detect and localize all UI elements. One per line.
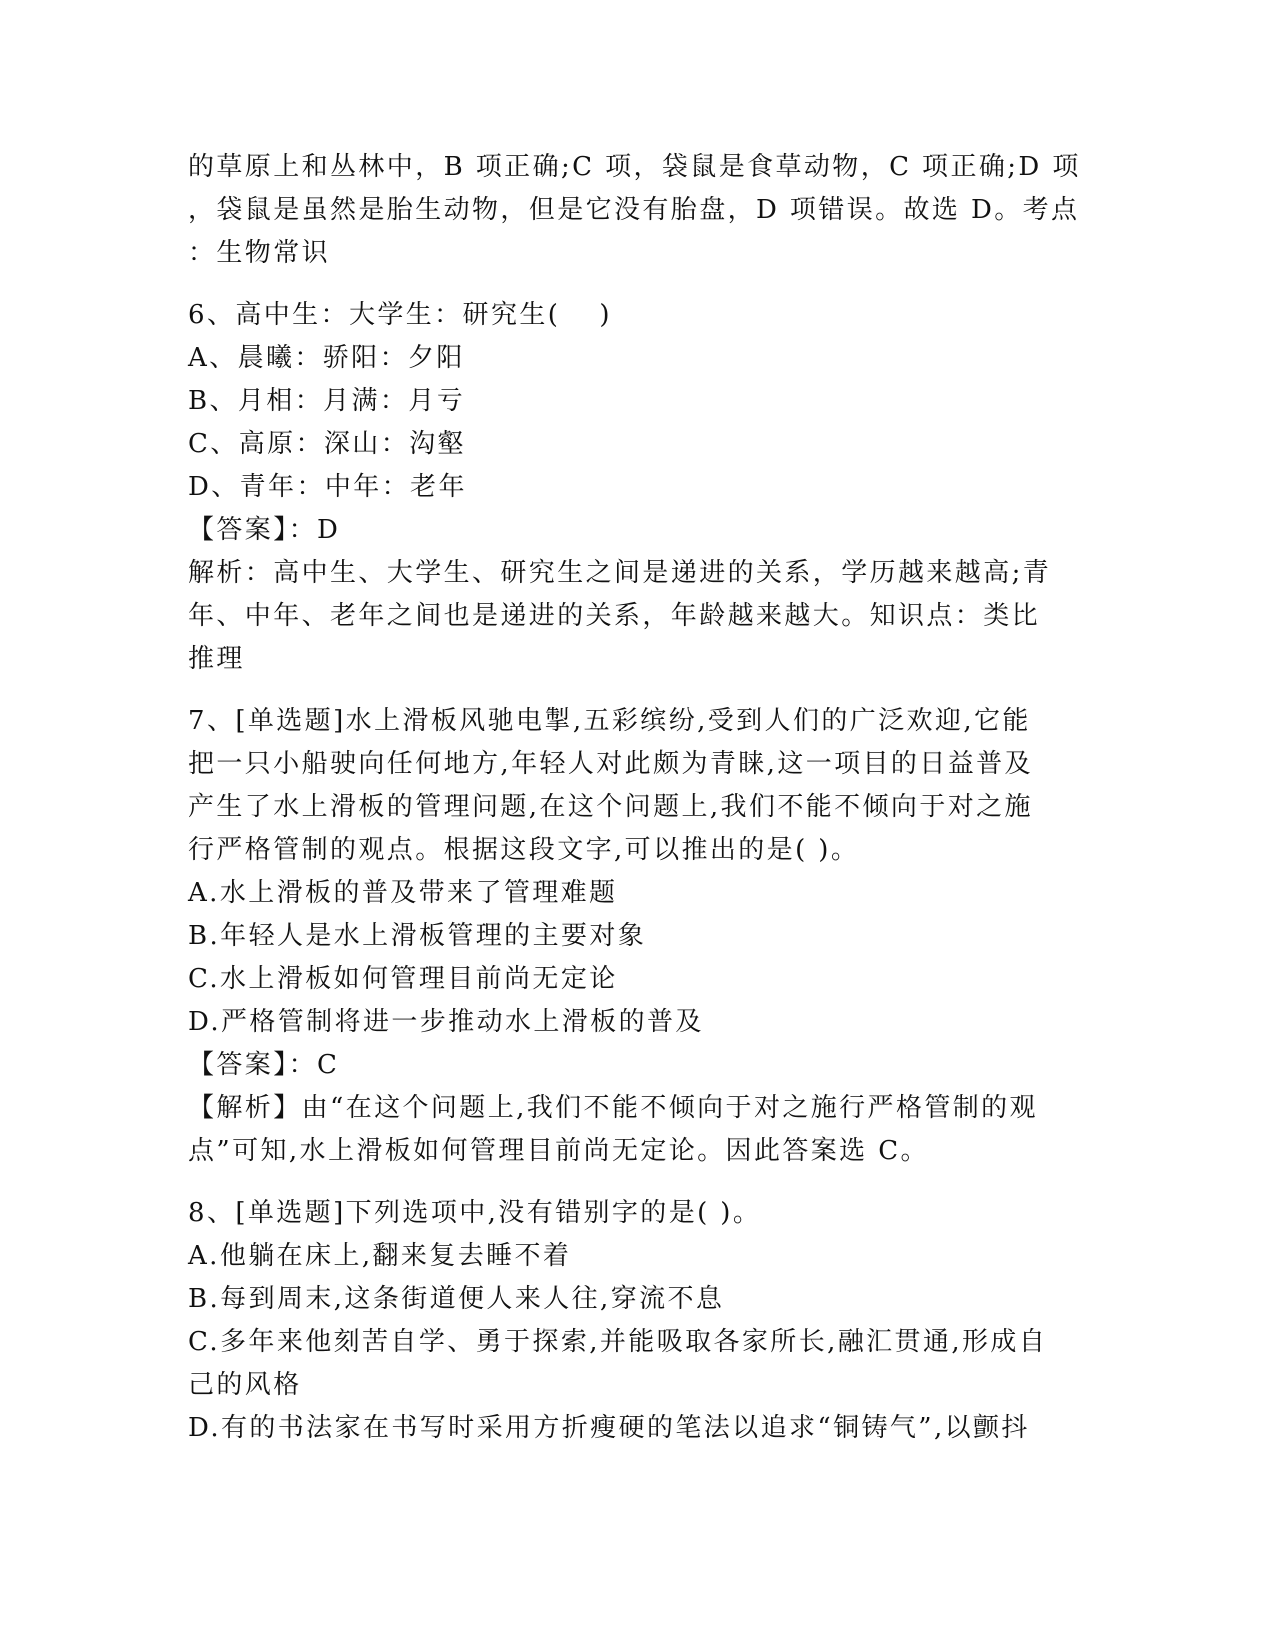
- explanation-line: 点”可知,水上滑板如何管理目前尚无定论。因此答案选 C。: [188, 1136, 929, 1166]
- option-c: C.多年来他刻苦自学、勇于探索,并能吸取各家所长,融汇贯通,形成自: [188, 1327, 1048, 1357]
- explanation-line: 【解析】由“在这个问题上,我们不能不倾向于对之施行严格管制的观: [188, 1093, 1038, 1123]
- question-stem: 7、[单选题]水上滑板风驰电掣,五彩缤纷,受到人们的广泛欢迎,它能: [188, 706, 1031, 736]
- question-5-tail: [188, 146, 1088, 275]
- option-a: A.他躺在床上,翻来复去睡不着: [188, 1241, 572, 1271]
- explanation-line: 解析：高中生、大学生、研究生之间是递进的关系，学历越来越高;青: [188, 558, 1052, 588]
- question-8: [188, 1192, 1088, 1450]
- option-b: B.每到周末,这条街道便人来人往,穿流不息: [188, 1284, 725, 1314]
- explanation-line: 推理: [188, 644, 245, 674]
- question-7: [188, 700, 1088, 1173]
- question-stem: 6、高中生：大学生：研究生( ): [188, 300, 612, 330]
- option-a: A.水上滑板的普及带来了管理难题: [188, 878, 618, 908]
- option-a: A、晨曦：骄阳：夕阳: [188, 343, 465, 373]
- option-b: B、月相：月满：月亏: [188, 386, 466, 416]
- page-content: [188, 146, 1088, 1469]
- option-d: D.有的书法家在书写时采用方折瘦硬的笔法以追求“铜铸气”,以颤抖: [188, 1413, 1030, 1443]
- answer-line: 【答案】：C: [188, 1050, 340, 1080]
- question-stem: 把一只小船驶向任何地方,年轻人对此颇为青睐,这一项目的日益普及: [188, 749, 1033, 779]
- answer-line: 【答案】：D: [188, 515, 341, 545]
- option-b: B.年轻人是水上滑板管理的主要对象: [188, 921, 647, 951]
- option-d: D.严格管制将进一步推动水上滑板的普及: [188, 1007, 704, 1037]
- text-line: ，袋鼠是虽然是胎生动物，但是它没有胎盘，D 项错误。故选 D。考点: [188, 195, 1080, 225]
- question-stem: 产生了水上滑板的管理问题,在这个问题上,我们不能不倾向于对之施: [188, 792, 1033, 822]
- text-line: 的草原上和丛林中，B 项正确;C 项，袋鼠是食草动物，C 项正确;D 项: [188, 152, 1081, 182]
- question-stem: 行严格管制的观点。根据这段文字,可以推出的是( )。: [188, 835, 860, 865]
- option-c: C.水上滑板如何管理目前尚无定论: [188, 964, 618, 994]
- question-6: [188, 294, 1088, 681]
- question-stem: 8、[单选题]下列选项中,没有错别字的是( )。: [188, 1198, 762, 1228]
- option-c: C、高原：深山：沟壑: [188, 429, 466, 459]
- text-line: ：生物常识: [188, 238, 331, 268]
- explanation-line: 年、中年、老年之间也是递进的关系，年龄越来越大。知识点：类比: [188, 601, 1041, 631]
- option-d: D、青年：中年：老年: [188, 472, 467, 502]
- option-c: 己的风格: [188, 1370, 302, 1400]
